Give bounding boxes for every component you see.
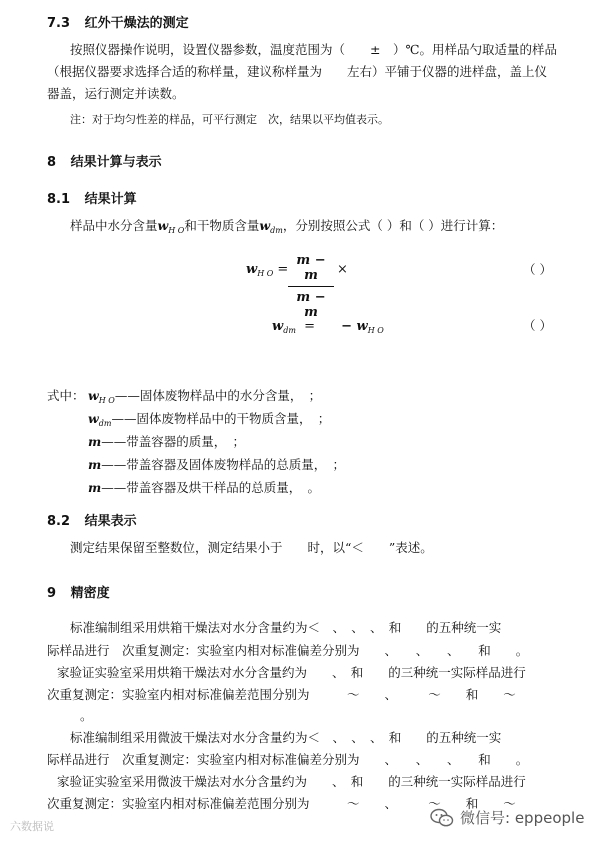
section-8-heading xyxy=(47,151,162,170)
section-title: 结果计算 xyxy=(84,192,137,207)
paragraph-line: 。 xyxy=(80,708,93,723)
calculation-intro xyxy=(70,220,503,235)
section-number: 8.1 xyxy=(47,192,71,207)
variable-description: ——带盖容器的质量， ； xyxy=(101,434,245,449)
var-w: w xyxy=(272,319,284,334)
variable-description: ——固体废物样品中的干物质含量， ； xyxy=(111,411,331,426)
watermark-right xyxy=(430,807,584,828)
equals-sign: = xyxy=(277,262,289,277)
subscript: H O xyxy=(257,269,274,278)
subscript: dm xyxy=(270,226,283,235)
section-title: 结果计算与表示 xyxy=(70,155,162,170)
watermark-text: 微信号: eppeople xyxy=(460,809,585,827)
subscript: dm xyxy=(98,419,112,428)
equation-ref: （ ） xyxy=(523,318,552,333)
paragraph-line: 次重复测定：实验室内相对标准偏差范围分别为 ～ 、 ～ 和 ～ xyxy=(47,687,516,702)
section-number: 8.2 xyxy=(47,514,71,529)
var-w: w xyxy=(157,218,169,233)
legend-intro: 式中： xyxy=(47,388,85,403)
variable-symbol: m xyxy=(88,480,102,495)
paragraph-line: 按照仪器操作说明，设置仪器参数，温度范围为（ ± ）℃。用样品勺取适量的样品 xyxy=(70,42,557,57)
paragraph-line: 家验证实验室采用烘箱干燥法对水分含量约为 、 和 的三种统一实际样品进行 xyxy=(57,665,526,680)
section-title: 精密度 xyxy=(70,586,110,601)
legend-item xyxy=(88,436,245,451)
variable-description: ——带盖容器及烘干样品的总质量， 。 xyxy=(101,480,320,495)
paragraph-line: 标准编制组采用微波干燥法对水分含量约为＜ 、 、 、 和 的五种统一实 xyxy=(70,730,502,745)
var-w: w xyxy=(246,262,258,277)
legend-item xyxy=(88,482,320,497)
note: 注：对于均匀性差的样品，可平行测定 次，结果以平均值表示。 xyxy=(70,113,389,126)
times-sign: × xyxy=(337,262,348,277)
rhs-term: − w xyxy=(341,319,368,334)
subscript: dm xyxy=(283,326,296,335)
variable-description: ——固体废物样品中的水分含量， ； xyxy=(114,388,322,403)
variable-symbol: w xyxy=(88,388,99,403)
paragraph-line: 际样品进行 次重复测定：实验室内相对标准偏差分别为 、 、 、 和 。 xyxy=(47,643,529,658)
wechat-icon xyxy=(430,808,454,828)
section-number: 8 xyxy=(47,155,57,170)
section-8-2-heading xyxy=(47,510,137,529)
variable-symbol: m xyxy=(88,457,102,472)
section-9-heading xyxy=(47,582,110,601)
equals-sign: = xyxy=(304,319,315,334)
section-7-3-heading xyxy=(47,12,189,31)
paragraph-line: 家验证实验室采用微波干燥法对水分含量约为 、 和 的三种统一实际样品进行 xyxy=(57,774,526,789)
paragraph-line: 际样品进行 次重复测定：实验室内相对标准偏差分别为 、 、 、 和 。 xyxy=(47,752,529,767)
variable-description: ——带盖容器及固体废物样品的总质量， ； xyxy=(101,457,345,472)
numerator: m − m xyxy=(296,253,326,283)
paragraph: 测定结果保留至整数位，测定结果小于 时，以“＜ ”表述。 xyxy=(70,540,433,555)
formula-1-fraction xyxy=(288,253,334,320)
subscript: H O xyxy=(98,396,115,405)
legend-item xyxy=(88,413,330,428)
formula-2 xyxy=(272,319,384,335)
denominator: m − m xyxy=(296,290,326,320)
section-title: 红外干燥法的测定 xyxy=(84,16,189,31)
section-number: 7.3 xyxy=(47,16,71,31)
equation-ref: （ ） xyxy=(523,262,552,277)
fraction-bar xyxy=(288,286,334,287)
variable-symbol: w xyxy=(88,411,99,426)
section-title: 结果表示 xyxy=(84,514,137,529)
section-number: 9 xyxy=(47,586,57,601)
watermark-left: 六数据说 xyxy=(10,820,54,833)
paragraph-line: 次重复测定：实验室内相对标准偏差范围分别为 ～ 、 ～ 和 ～ xyxy=(47,796,516,811)
text: 样品中水分含量 xyxy=(70,218,158,233)
legend-item xyxy=(88,459,345,474)
paragraph-line: 标准编制组采用烘箱干燥法对水分含量约为＜ 、 、 、 和 的五种统一实 xyxy=(70,620,502,635)
text: 和干物质含量 xyxy=(184,218,260,233)
paragraph-line: 器盖，运行测定并读数。 xyxy=(47,86,185,101)
formula-1-lhs xyxy=(246,262,288,278)
var-w: w xyxy=(259,218,271,233)
legend-item xyxy=(88,390,321,405)
variable-symbol: m xyxy=(88,434,102,449)
section-8-1-heading xyxy=(47,188,137,207)
subscript: H O xyxy=(168,226,185,235)
paragraph-line: （根据仪器要求选择合适的称样量，建议称样量为 左右）平铺于仪器的进样盘，盖上仪 xyxy=(47,64,548,79)
subscript: H O xyxy=(367,326,384,335)
text: ，分别按照公式（ ）和（ ）进行计算： xyxy=(282,218,504,233)
